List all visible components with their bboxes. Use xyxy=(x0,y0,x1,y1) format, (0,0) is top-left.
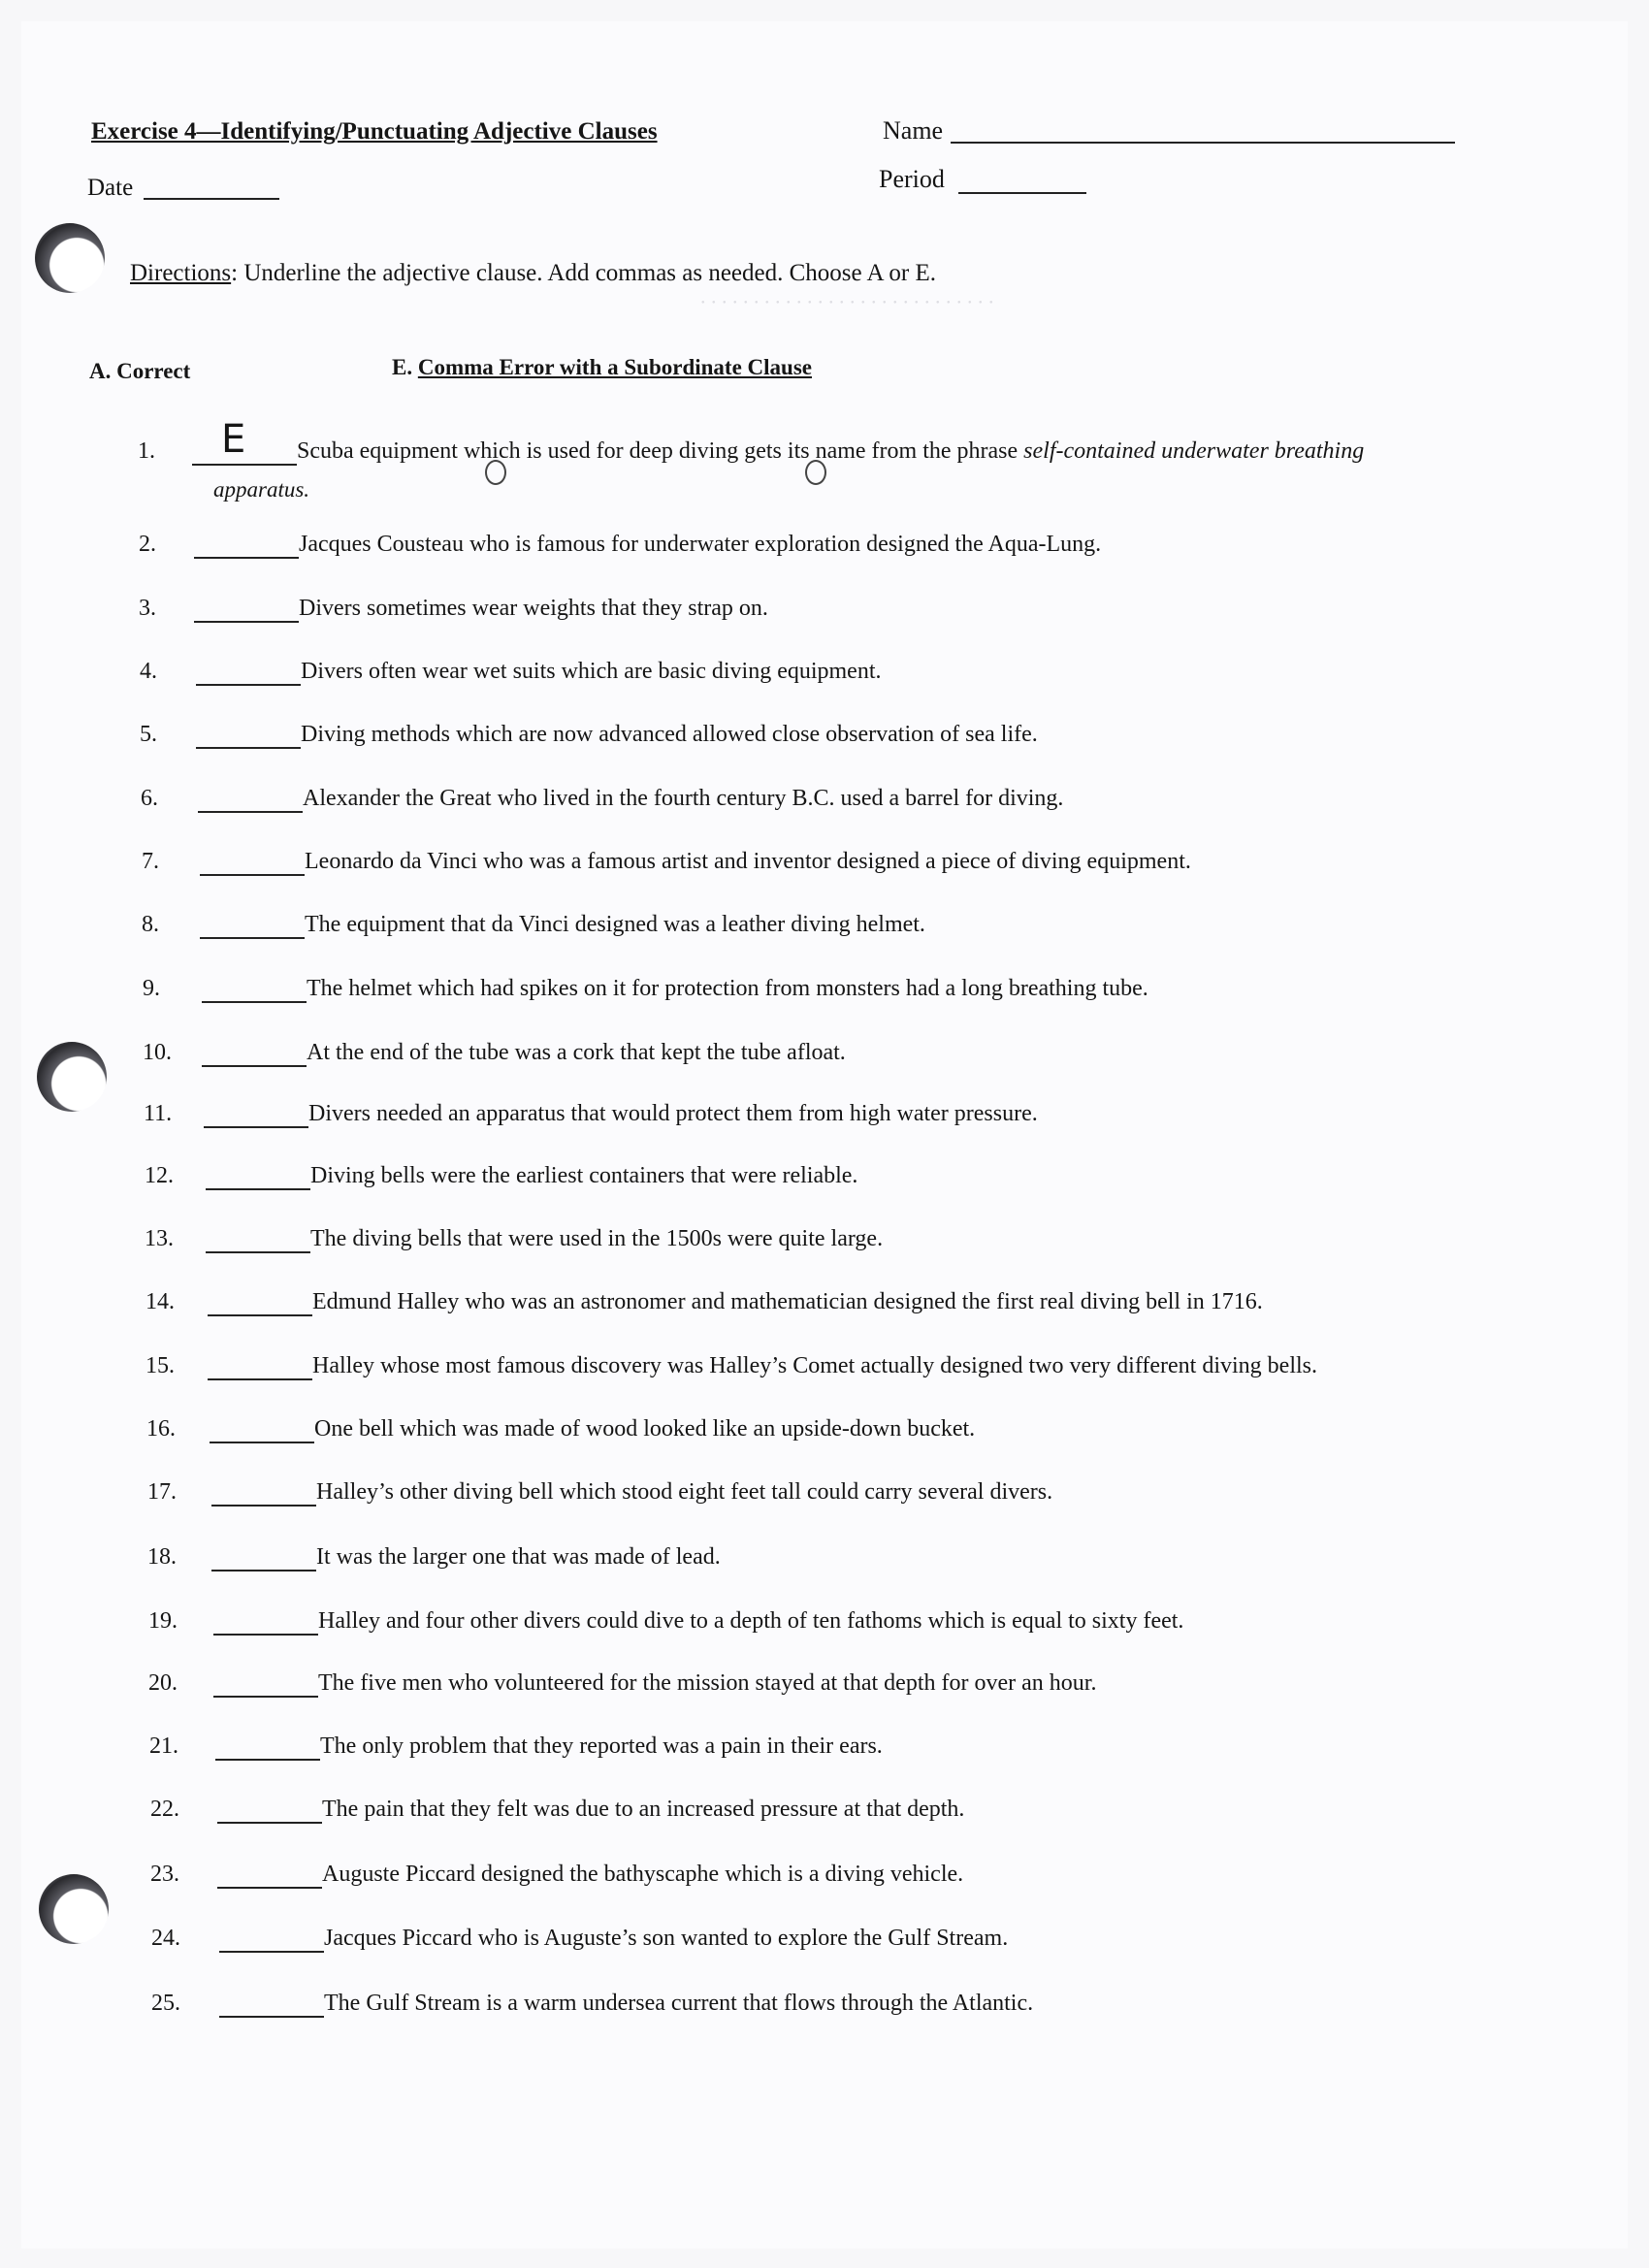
question-sentence xyxy=(299,532,1101,558)
sentence-text: Jacques Piccard who is Auguste’s son wanted to explore the Gulf Stream. xyxy=(324,1926,1009,1951)
item-number: 14. xyxy=(146,1289,175,1314)
question-sentence xyxy=(312,1289,1263,1315)
directions-text: : Underline the adjective clause. Add commas as needed. Choose A or E. xyxy=(231,260,937,286)
answer-blank[interactable] xyxy=(200,912,305,939)
answer-blank[interactable] xyxy=(196,659,301,686)
question-sentence xyxy=(310,1226,883,1252)
question-sentence xyxy=(322,1797,964,1823)
answer-blank[interactable] xyxy=(204,1101,308,1128)
option-e xyxy=(392,355,812,380)
item-number: 18. xyxy=(147,1544,177,1570)
sentence-text: Auguste Piccard designed the bathyscaphe which is a diving vehicle. xyxy=(322,1862,964,1887)
item-number: 12. xyxy=(145,1163,174,1188)
sentence-text: Divers needed an apparatus that would protect them from high water pressure. xyxy=(308,1101,1038,1126)
question-sentence xyxy=(324,1926,1008,1952)
item-number: 1. xyxy=(138,438,155,464)
option-e-text: Comma Error with a Subordinate Clause xyxy=(417,355,812,379)
item-number: 15. xyxy=(146,1353,175,1378)
item-number: 6. xyxy=(141,786,158,811)
answer-blank[interactable] xyxy=(210,1416,314,1443)
sentence-text: The Gulf Stream is a warm undersea current that flows through the Atlantic. xyxy=(324,1991,1034,2016)
binder-hole-top xyxy=(35,223,105,293)
question-sentence xyxy=(316,1479,1052,1506)
sentence-text: Divers sometimes wear weights that they strap on. xyxy=(299,596,768,621)
sentence-text: It was the larger one that was made of lead. xyxy=(316,1544,721,1570)
item-number: 3. xyxy=(139,596,156,621)
item-number: 2. xyxy=(139,532,156,557)
answer-blank[interactable] xyxy=(200,849,305,876)
sentence-text: The five men who volunteered for the mission stayed at that depth for over an hour. xyxy=(318,1670,1097,1696)
comma-mark-2 xyxy=(805,460,826,485)
bleed-through-line: . . . . . . . . . . . . . . . . . . . . . . . . . . . . xyxy=(700,296,994,320)
question-sentence xyxy=(297,438,1364,465)
answer-blank[interactable] xyxy=(194,596,299,623)
sentence-italic-text: self-contained underwater breathing xyxy=(1023,438,1365,464)
item-number: 7. xyxy=(142,849,159,874)
date-field[interactable] xyxy=(144,198,279,200)
binder-hole-middle xyxy=(37,1042,107,1112)
question-sentence xyxy=(308,1101,1038,1127)
item-number: 20. xyxy=(148,1670,178,1696)
answer-blank[interactable] xyxy=(215,1733,320,1761)
question-sentence xyxy=(303,786,1063,812)
item-number: 21. xyxy=(149,1733,178,1759)
answer-blank[interactable] xyxy=(202,976,307,1003)
sentence-text: One bell which was made of wood looked like an upside-down bucket. xyxy=(314,1416,976,1442)
sentence-text: The helmet which had spikes on it for protection from monsters had a long breathing tube. xyxy=(307,976,1148,1001)
question-sentence xyxy=(305,912,925,938)
directions xyxy=(130,260,936,287)
sentence-text: Leonardo da Vinci who was a famous artist and inventor designed a piece of diving equipment. xyxy=(305,849,1191,874)
item-number: 16. xyxy=(146,1416,176,1442)
item-number: 4. xyxy=(140,659,157,684)
item-number: 10. xyxy=(143,1040,172,1065)
answer-blank[interactable] xyxy=(213,1608,318,1636)
sentence-text: Halley whose most famous discovery was Halley’s Comet actually designed two very different diving bells. xyxy=(312,1353,1317,1378)
answer-blank[interactable] xyxy=(219,1991,324,2018)
question-sentence xyxy=(322,1862,963,1888)
question-sentence xyxy=(318,1608,1183,1635)
worksheet-page xyxy=(21,21,1628,2249)
item-1-continuation: apparatus. xyxy=(213,477,310,502)
directions-label: Directions xyxy=(130,260,232,286)
question-sentence xyxy=(301,722,1038,748)
binder-hole-bottom xyxy=(39,1874,109,1944)
sentence-text: The equipment that da Vinci designed was a leather diving helmet. xyxy=(305,912,925,937)
answer-blank[interactable] xyxy=(198,786,303,813)
answer-blank[interactable] xyxy=(213,1670,318,1698)
exercise-title: Exercise 4—Identifying/Punctuating Adjective Clauses xyxy=(91,118,658,145)
answer-blank[interactable] xyxy=(196,722,301,749)
question-sentence xyxy=(310,1163,857,1189)
item-number: 9. xyxy=(143,976,160,1001)
item-number: 13. xyxy=(145,1226,174,1251)
sentence-text: Jacques Cousteau who is famous for underwater exploration designed the Aqua-Lung. xyxy=(299,532,1102,557)
question-sentence xyxy=(307,976,1148,1002)
answer-blank[interactable] xyxy=(217,1862,322,1889)
question-sentence xyxy=(312,1353,1317,1379)
sentence-text: Diving bells were the earliest containers that were reliable. xyxy=(310,1163,858,1188)
sentence-text: The only problem that they reported was a pain in their ears. xyxy=(320,1733,883,1759)
date-label: Date xyxy=(87,175,134,201)
answer-blank[interactable] xyxy=(211,1544,316,1571)
item-number: 8. xyxy=(142,912,159,937)
option-a: A. Correct xyxy=(89,359,191,383)
question-sentence xyxy=(314,1416,975,1442)
item-number: 22. xyxy=(150,1797,179,1822)
question-sentence xyxy=(320,1733,883,1760)
sentence-text: The diving bells that were used in the 1500s were quite large. xyxy=(310,1226,884,1251)
sentence-text: At the end of the tube was a cork that kept the tube afloat. xyxy=(307,1040,846,1065)
period-label: Period xyxy=(879,165,945,193)
item-number: 5. xyxy=(140,722,157,747)
sentence-text: Alexander the Great who lived in the fourth century B.C. used a barrel for diving. xyxy=(303,786,1064,811)
question-sentence xyxy=(307,1040,846,1066)
sentence-text: Halley and four other divers could dive to a depth of ten fathoms which is equal to sixty feet. xyxy=(318,1608,1184,1634)
sentence-text: Diving methods which are now advanced allowed close observation of sea life. xyxy=(301,722,1038,747)
item-number: 23. xyxy=(150,1862,179,1887)
answer-blank[interactable] xyxy=(202,1040,307,1067)
sentence-text: The pain that they felt was due to an increased pressure at that depth. xyxy=(322,1797,965,1822)
question-sentence xyxy=(324,1991,1033,2017)
name-label: Name xyxy=(883,116,944,145)
question-sentence xyxy=(316,1544,721,1571)
question-sentence xyxy=(305,849,1191,875)
question-sentence xyxy=(299,596,768,622)
answer-blank[interactable] xyxy=(206,1163,310,1190)
comma-mark-1 xyxy=(485,460,506,485)
name-field[interactable] xyxy=(951,142,1455,144)
period-field[interactable] xyxy=(958,192,1086,194)
question-sentence xyxy=(301,659,882,685)
item-number: 11. xyxy=(144,1101,173,1126)
answer-blank[interactable] xyxy=(206,1226,310,1253)
answer-blank[interactable] xyxy=(219,1926,324,1953)
sentence-text: Edmund Halley who was an astronomer and mathematician designed the first real diving bell in 1716. xyxy=(312,1289,1263,1314)
sentence-text: Divers often wear wet suits which are basic diving equipment. xyxy=(301,659,882,684)
answer-blank[interactable] xyxy=(217,1797,322,1824)
option-e-letter: E. xyxy=(392,355,413,379)
sentence-text: Scuba equipment which is used for deep diving gets its name from the phrase xyxy=(297,438,1024,464)
answer-blank[interactable] xyxy=(208,1289,312,1316)
item-number: 17. xyxy=(147,1479,177,1505)
item-number: 24. xyxy=(151,1926,180,1951)
sentence-text: Halley’s other diving bell which stood eight feet tall could carry several divers. xyxy=(316,1479,1053,1505)
question-sentence xyxy=(318,1670,1096,1697)
answer-blank[interactable] xyxy=(211,1479,316,1507)
handwritten-answer: E xyxy=(221,417,246,462)
answer-blank[interactable] xyxy=(194,532,299,559)
item-number: 25. xyxy=(151,1991,180,2016)
answer-blank[interactable] xyxy=(208,1353,312,1380)
item-number: 19. xyxy=(148,1608,178,1634)
